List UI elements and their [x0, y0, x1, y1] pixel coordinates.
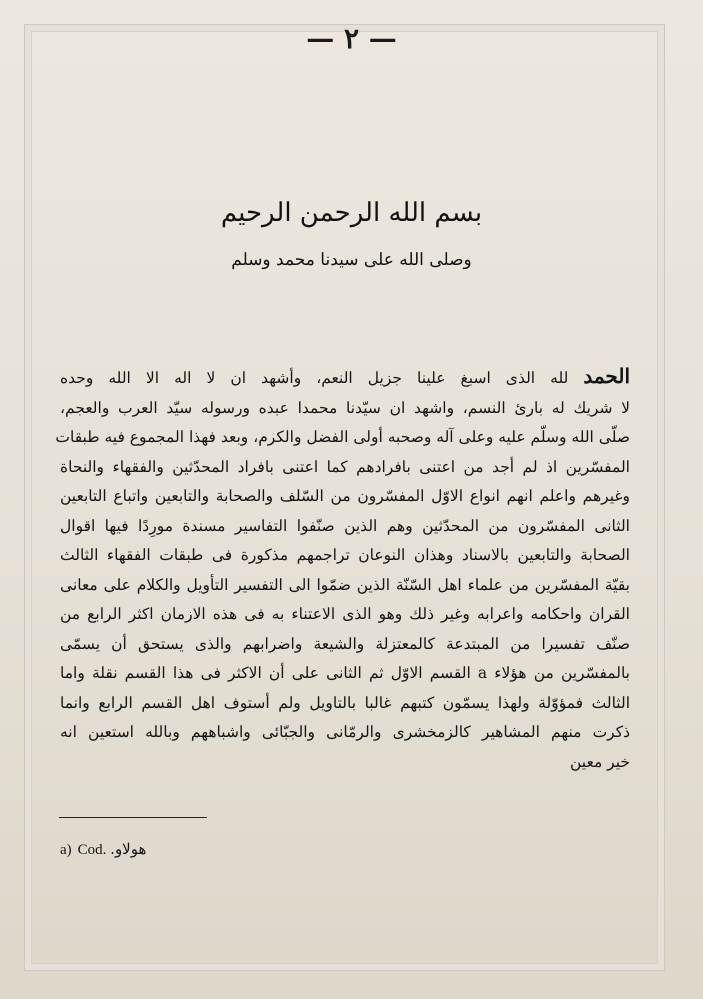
text-line: الصحابة والتابعين بالاسناد وهذان النوعان تراجمهم مذكورة فى طبقات الفقهاء الثالث [60, 546, 630, 564]
basmala-heading: بسم الله الرحمن الرحيم [220, 198, 483, 228]
text-line-last: خير معين [570, 752, 630, 771]
text-line: الثالث فمؤوّلة ولهذا يسمّون كتبهم غالبا بالتاويل ولم أستوف اهل القسم الرابع وانما [60, 693, 630, 712]
main-text-block [55, 362, 630, 777]
text-line: الثانى المفسّرون من المحدّثين وهم الذين صنّفوا التفاسير مسندة مورِدًا فيها اقوال [60, 516, 630, 535]
text-line-rest: لله الذى اسبغ علينا جزيل النعم، وأشهد ان لا اله الا الله وحده [60, 369, 584, 387]
text-line: القران واحكامه واعرابه وغير ذلك وهو الذى الاعتناء به فى هذه الازمان اكثر الرابع من [60, 605, 630, 623]
footnote-text: هولاو. [110, 840, 147, 858]
text-line: صنّف تفسيرا من المبتدعة كالمعتزلة والشيعة واضرابهم والذى يستحق أن يسمّى [60, 634, 630, 653]
footnote-abbrev: Cod. [77, 842, 107, 858]
salawat-subheading: وصلى الله على سيدنا محمد وسلم [231, 250, 472, 270]
text-line: بالمفسّرين من هؤلاء a القسم الاوّل ثم الثانى على أن الاكثر فى هذا القسم نقلة واما [60, 664, 630, 682]
footnote-divider [59, 817, 207, 818]
page-number: — ٢ — [306, 22, 397, 55]
text-line: المفسّرين اذ لم أجد من اعتنى بافرادهم كما اعتنى بافراد المحدّثين والفقهاء والنحاة [60, 457, 630, 476]
text-line: صلّى الله وسلّم عليه وعلى آله وصحبه أولى الفضل والكرم، وبعد فهذا المجموع فيه طبقات [55, 428, 630, 446]
text-line: لا شريك له بارئ النسم، واشهد ان سيّدنا محمدا عبده ورسوله سيّد العرب والعجم، [60, 398, 630, 417]
footnote [60, 840, 146, 859]
text-line: وغيرهم واعلم انهم انواع الاوّل المفسّرون من السّلف والصحابة والتابعين واتباع التابعين [60, 487, 630, 505]
footnote-marker: a) [60, 842, 72, 858]
text-line: بقيّة المفسّرين من علماء اهل السّنّة الذين ضمّوا الى التفسير التأويل والكلام على معانى [60, 575, 630, 594]
opening-word: الحمد [583, 364, 630, 388]
text-line: ذكرت منهم المشاهير كالزمخشرى والرمّانى والجبّائى واشباههم وبالله استعين انه [60, 723, 630, 741]
text-line [60, 362, 630, 394]
